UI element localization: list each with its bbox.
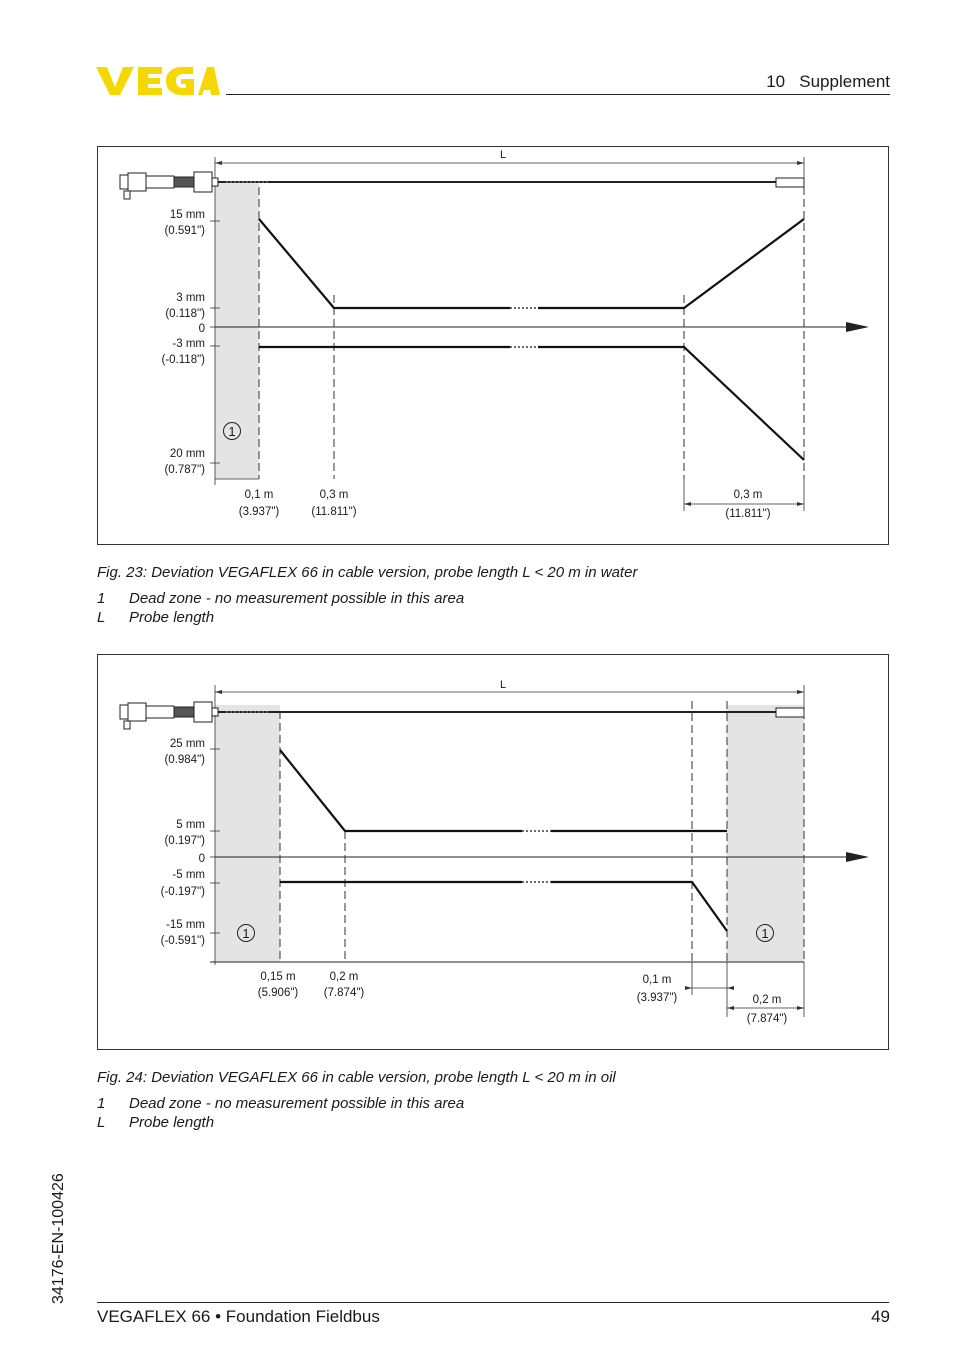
x-label: 0,3 m [733,489,763,501]
x-label: (11.811") [311,506,357,518]
y-label: (-0.118") [161,354,205,366]
legend-item: 1 Dead zone - no measurement possible in this area [97,1095,465,1112]
svg-text:1: 1 [242,926,250,941]
svg-text:1: 1 [761,926,769,941]
probe-length-label: L [499,149,507,161]
y-label: (0.118") [165,308,205,320]
svg-text:1: 1 [228,424,236,439]
legend-item: 1 Dead zone - no measurement possible in this area [97,590,465,607]
page-number: 49 [871,1307,890,1326]
y-label: 15 mm [169,209,205,221]
dead-zone-left [215,705,280,962]
x-label: 0,2 m [329,971,359,983]
probe-weight-icon [776,178,804,187]
section-heading: 10 Supplement [766,72,890,91]
y-label: 20 mm [169,448,205,460]
figure-caption: Fig. 23: Deviation VEGAFLEX 66 in cable version, probe length L < 20 m in water [97,564,638,581]
x-label: (3.937") [636,992,678,1004]
y-label: (0.197") [164,835,205,847]
y-label: (0.984") [164,754,205,766]
y-label: (0.591") [164,225,205,237]
vega-logo [96,64,220,103]
legend-item: L Probe length [97,1114,215,1131]
deviation-curve [280,750,727,931]
x-label: 0,3 m [319,489,349,501]
figure-oil [97,654,889,1050]
x-label: (5.906") [257,987,299,999]
probe-weight-icon [776,708,804,717]
y-label: (0.787") [164,464,205,476]
dead-zone-left [215,183,259,479]
y-label: 25 mm [169,738,205,750]
x-label: 0,1 m [642,974,672,986]
x-label: (11.811") [725,508,771,520]
y-label: (-0.197") [160,886,205,898]
footer-title: VEGAFLEX 66 • Foundation Fieldbus [97,1307,380,1326]
x-label: (7.874") [746,1013,788,1025]
deviation-diagram-water [98,147,890,546]
x-label: 0,2 m [752,994,782,1006]
x-label: 0,15 m [260,971,296,983]
y-label: -5 mm [172,869,205,881]
legend-item: L Probe length [97,609,215,626]
y-label: -3 mm [172,338,205,350]
dead-zone-right [727,705,804,962]
figure-caption: Fig. 24: Deviation VEGAFLEX 66 in cable version, probe length L < 20 m in oil [97,1069,616,1086]
probe-length-label: L [499,679,507,691]
vega-logo-mark [96,64,220,98]
figure-water [97,146,889,545]
y-label: 0 [198,853,205,865]
sensor-head-icon [120,702,218,729]
y-label: (-0.591") [160,935,205,947]
header-rule [226,94,890,95]
document-id: 34176-EN-100426 [50,1173,67,1304]
x-label: (7.874") [323,987,365,999]
deviation-curve [259,219,804,460]
y-label: -15 mm [166,919,205,931]
y-label: 0 [198,323,205,335]
x-label: 0,1 m [244,489,274,501]
footer-rule [97,1302,889,1303]
y-label: 3 mm [176,292,205,304]
sensor-head-icon [120,172,218,199]
y-label: 5 mm [176,819,205,831]
x-label: (3.937") [238,506,280,518]
deviation-diagram-oil [98,655,890,1051]
